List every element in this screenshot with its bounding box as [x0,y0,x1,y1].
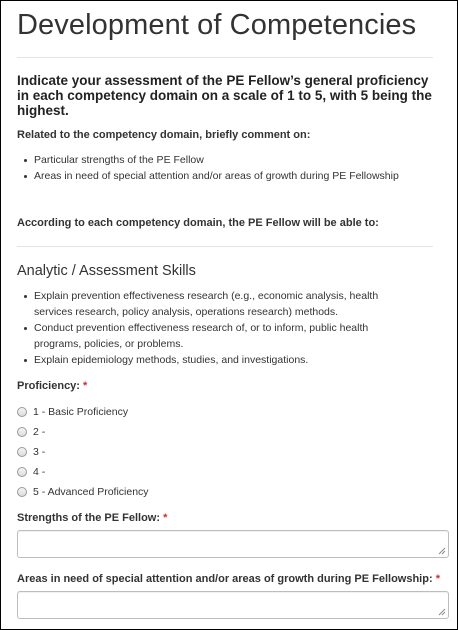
option-label: 5 - Advanced Proficiency [33,486,149,498]
required-marker: * [435,573,440,585]
resize-grip-icon[interactable] [438,608,446,616]
divider [17,246,433,247]
proficiency-option-3[interactable] [17,442,149,462]
option-label: 3 - [33,446,46,458]
strengths-label [17,512,167,524]
list-item: Conduct prevention effectiveness research of, or to inform, public health programs, policies, or problems. [17,320,417,352]
radio-button[interactable] [17,487,27,497]
instructions-text: Indicate your assessment of the PE Fellow’s general proficiency in each competency domain on a scale of 1 to 5, with 5 being the highest. [17,73,432,118]
proficiency-option-5[interactable] [17,482,149,502]
radio-button[interactable] [17,447,27,457]
proficiency-option-4[interactable] [17,462,149,482]
proficiency-label [17,380,87,392]
strengths-textarea[interactable] [17,530,449,558]
proficiency-option-2[interactable] [17,422,149,442]
according-heading: According to each competency domain, the PE Fellow will be able to: [17,217,379,229]
radio-button[interactable] [17,467,27,477]
strengths-label-text: Strengths of the PE Fellow: [17,512,161,524]
divider [17,57,433,58]
required-marker: * [163,512,168,524]
competency-list [17,288,417,368]
list-item: Explain prevention effectiveness research (e.g., economic analysis, health services research, policy analysis, operations research) methods. [17,288,417,320]
radio-button[interactable] [17,427,27,437]
option-label: 4 - [33,466,46,478]
list-item: Particular strengths of the PE Fellow [17,152,437,168]
list-item: Areas in need of special attention and/or areas of growth during PE Fellowship [17,168,437,184]
radio-button[interactable] [17,407,27,417]
option-label: 1 - Basic Proficiency [33,406,129,418]
proficiency-label-text: Proficiency: [17,380,80,392]
areas-label-text: Areas in need of special attention and/or areas of growth during PE Fellowship: [17,573,433,585]
areas-textarea[interactable] [17,591,449,619]
option-label: 2 - [33,426,46,438]
section-title: Analytic / Assessment Skills [17,263,196,279]
related-heading: Related to the competency domain, briefly comment on: [17,129,311,141]
required-marker: * [83,380,88,392]
page-title: Development of Competencies [17,9,417,41]
areas-label [17,573,440,585]
proficiency-option-1[interactable] [17,402,149,422]
proficiency-radio-group [17,402,149,502]
list-item: Explain epidemiology methods, studies, and investigations. [17,352,417,368]
related-list [17,152,437,184]
resize-grip-icon[interactable] [438,547,446,555]
